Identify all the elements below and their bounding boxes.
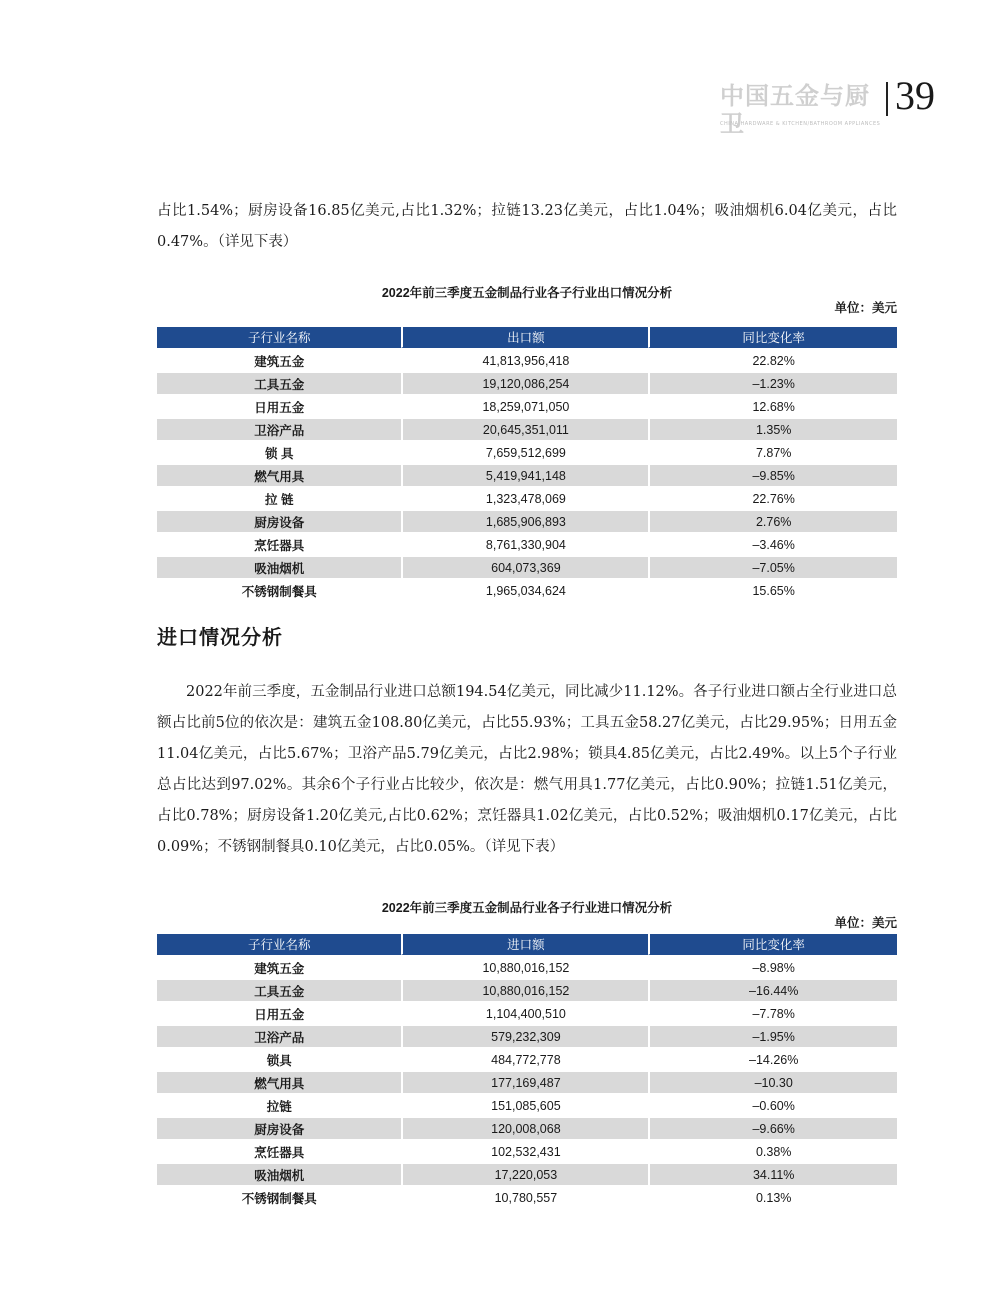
table-cell: 22.76% <box>648 486 897 509</box>
table-cell: 20,645,351,011 <box>401 417 648 440</box>
page-number: 39 <box>895 73 935 118</box>
table-cell: –3.46% <box>648 532 897 555</box>
table-cell: 锁具 <box>157 1047 401 1070</box>
table-row <box>157 1139 897 1162</box>
table-row <box>157 1047 897 1070</box>
table-cell: 烹饪器具 <box>157 532 401 555</box>
table-cell: –10.30 <box>648 1070 897 1093</box>
table-cell: 120,008,068 <box>401 1116 648 1139</box>
table-cell: 建筑五金 <box>157 955 401 978</box>
table-cell: 0.38% <box>648 1139 897 1162</box>
table-cell: 日用五金 <box>157 1001 401 1024</box>
table-cell: 卫浴产品 <box>157 1024 401 1047</box>
table-cell: 10,880,016,152 <box>401 978 648 1001</box>
table-cell: 1,965,034,624 <box>401 578 648 601</box>
table-cell: 卫浴产品 <box>157 417 401 440</box>
export-table-header-row <box>157 327 897 348</box>
magazine-logo-text: 中国五金与厨卫 <box>720 82 870 138</box>
table-row <box>157 417 897 440</box>
table-cell: 不锈钢制餐具 <box>157 578 401 601</box>
table-cell: 不锈钢制餐具 <box>157 1185 401 1208</box>
table-row <box>157 555 897 578</box>
import-table-unit: 单位：美元 <box>834 916 897 930</box>
table-cell: –7.78% <box>648 1001 897 1024</box>
table-row <box>157 394 897 417</box>
table-cell: 0.13% <box>648 1185 897 1208</box>
table-cell: 厨房设备 <box>157 509 401 532</box>
table-cell: 1,323,478,069 <box>401 486 648 509</box>
table-row <box>157 978 897 1001</box>
import-col-header-amount: 进口额 <box>401 934 648 955</box>
export-col-header-name: 子行业名称 <box>157 327 401 348</box>
table-row <box>157 578 897 601</box>
table-row <box>157 1093 897 1116</box>
table-cell: –0.60% <box>648 1093 897 1116</box>
table-cell: 12.68% <box>648 394 897 417</box>
table-cell: –16.44% <box>648 978 897 1001</box>
table-cell: 17,220,053 <box>401 1162 648 1185</box>
table-row <box>157 1162 897 1185</box>
table-cell: 10,880,016,152 <box>401 955 648 978</box>
table-cell: 燃气用具 <box>157 1070 401 1093</box>
import-col-header-name: 子行业名称 <box>157 934 401 955</box>
table-row <box>157 1070 897 1093</box>
table-cell: 7,659,512,699 <box>401 440 648 463</box>
table-cell: –9.85% <box>648 463 897 486</box>
table-cell: 吸油烟机 <box>157 555 401 578</box>
table-row <box>157 1024 897 1047</box>
magazine-logo <box>720 82 881 138</box>
intro-paragraph: 占比1.54%；厨房设备16.85亿美元,占比1.32%；拉链13.23亿美元，占比1.04%；吸油烟机6.04亿美元，占比0.47%。（详见下表） <box>157 203 897 250</box>
table-cell: 燃气用具 <box>157 463 401 486</box>
table-cell: 锁 具 <box>157 440 401 463</box>
table-row <box>157 371 897 394</box>
table-cell: 151,085,605 <box>401 1093 648 1116</box>
import-col-header-change: 同比变化率 <box>648 934 897 955</box>
export-col-header-change: 同比变化率 <box>648 327 897 348</box>
table-cell: 建筑五金 <box>157 348 401 371</box>
table-cell: 34.11% <box>648 1162 897 1185</box>
table-cell: 工具五金 <box>157 371 401 394</box>
table-cell: 拉链 <box>157 1093 401 1116</box>
table-cell: 1.35% <box>648 417 897 440</box>
magazine-logo-subtitle: CHINA HARDWARE & KITCHEN/BATHROOM APPLIANCES <box>720 121 881 127</box>
export-table <box>157 327 897 601</box>
table-row <box>157 509 897 532</box>
table-cell: 拉 链 <box>157 486 401 509</box>
section-heading-import: 进口情况分析 <box>157 627 283 649</box>
table-cell: 18,259,071,050 <box>401 394 648 417</box>
table-cell: 177,169,487 <box>401 1070 648 1093</box>
table-cell: 41,813,956,418 <box>401 348 648 371</box>
table-cell: 484,772,778 <box>401 1047 648 1070</box>
table-cell: 1,685,906,893 <box>401 509 648 532</box>
table-cell: 日用五金 <box>157 394 401 417</box>
table-row <box>157 463 897 486</box>
table-cell: 烹饪器具 <box>157 1139 401 1162</box>
import-table-header-row <box>157 934 897 955</box>
table-row <box>157 1001 897 1024</box>
table-cell: –14.26% <box>648 1047 897 1070</box>
export-col-header-amount: 出口额 <box>401 327 648 348</box>
table-cell: 工具五金 <box>157 978 401 1001</box>
table-cell: 579,232,309 <box>401 1024 648 1047</box>
table-row <box>157 486 897 509</box>
table-cell: –1.95% <box>648 1024 897 1047</box>
table-row <box>157 1116 897 1139</box>
table-cell: 10,780,557 <box>401 1185 648 1208</box>
table-cell: 7.87% <box>648 440 897 463</box>
table-cell: 2.76% <box>648 509 897 532</box>
table-row <box>157 440 897 463</box>
table-cell: 1,104,400,510 <box>401 1001 648 1024</box>
table-row <box>157 532 897 555</box>
table-cell: –9.66% <box>648 1116 897 1139</box>
table-row <box>157 955 897 978</box>
table-cell: 5,419,941,148 <box>401 463 648 486</box>
table-cell: –8.98% <box>648 955 897 978</box>
import-paragraph: 2022年前三季度，五金制品行业进口总额194.54亿美元，同比减少11.12%。各子行业进口额占全行业进口总额占比前5位的依次是：建筑五金108.80亿美元，占比55.93%；工具五金58.27亿美元，占比29.95%；日用五金11.04亿美元，占比5.67%；卫浴产品5.79亿美元，占比2.98%；锁具4.85亿美元，占比2.49%。以上5个子行业总占比达到97.02%。其余6个子行业占比较少，依次是：燃气用具1.77亿美元，占比0.90%；拉链1.51亿美元，占比0.78%；厨房设备1.20亿美元,占比0.62%；烹饪器具1.02亿美元，占比0.52%；吸油烟机0.17亿美元，占比0.09%；不锈钢制餐具0.10亿美元，占比0.05%。（详见下表） <box>157 684 897 855</box>
table-cell: 吸油烟机 <box>157 1162 401 1185</box>
table-cell: 102,532,431 <box>401 1139 648 1162</box>
import-table-title: 2022年前三季度五金制品行业各子行业进口情况分析 <box>381 901 673 915</box>
table-cell: –7.05% <box>648 555 897 578</box>
export-table-title: 2022年前三季度五金制品行业各子行业出口情况分析 <box>381 286 673 300</box>
table-cell: 19,120,086,254 <box>401 371 648 394</box>
table-cell: –1.23% <box>648 371 897 394</box>
table-cell: 厨房设备 <box>157 1116 401 1139</box>
table-row <box>157 348 897 371</box>
table-cell: 15.65% <box>648 578 897 601</box>
table-row <box>157 1185 897 1208</box>
export-table-unit: 单位：美元 <box>834 301 897 315</box>
table-cell: 8,761,330,904 <box>401 532 648 555</box>
table-cell: 604,073,369 <box>401 555 648 578</box>
header-divider <box>886 82 888 116</box>
table-cell: 22.82% <box>648 348 897 371</box>
import-table <box>157 934 897 1208</box>
